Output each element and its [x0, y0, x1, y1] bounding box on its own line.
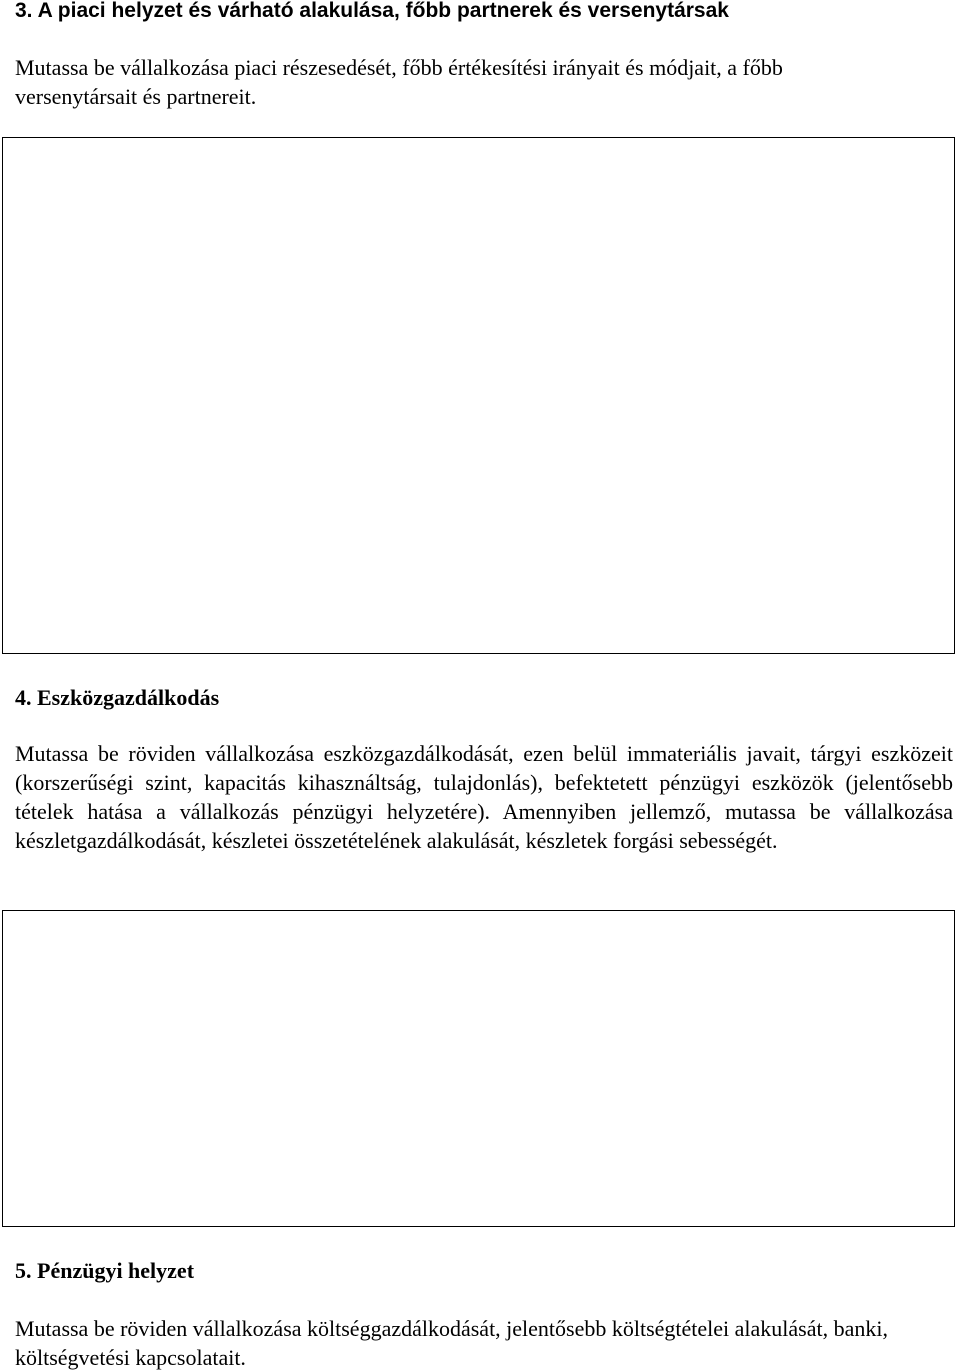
- section-5-heading: 5. Pénzügyi helyzet: [15, 1258, 195, 1283]
- section-4-heading: 4. Eszközgazdálkodás: [15, 685, 220, 710]
- section-5-instruction: Mutassa be röviden vállalkozása költséggazdálkodását, jelentősebb költségtételei alakulását, banki, költségvetési kapcsolatait.: [15, 1316, 888, 1370]
- section-3-heading: 3. A piaci helyzet és várható alakulása, főbb partnerek és versenytársak: [15, 0, 729, 22]
- section-3-instruction: Mutassa be vállalkozása piaci részesedését, főbb értékesítési irányait és módjait, a főbb versenytársait és partnereit.: [15, 55, 783, 109]
- section-3-answer-box[interactable]: [2, 137, 955, 654]
- section-4-instruction: Mutassa be röviden vállalkozása eszközgazdálkodását, ezen belül immateriális javait, tárgyi eszközeit (korszerűségi szint, kapacitás kihasználtság, tulajdonlás), befektetett pénzügyi eszközök (jelentősebb tételek hatása a vállalkozás pénzügyi helyzetére). Amennyiben jellemző, mutassa be vállalkozása készletgazdálkodását, készletei összetételének alakulását, készletek forgási sebességét.: [15, 741, 953, 853]
- section-4-answer-box[interactable]: [2, 910, 955, 1227]
